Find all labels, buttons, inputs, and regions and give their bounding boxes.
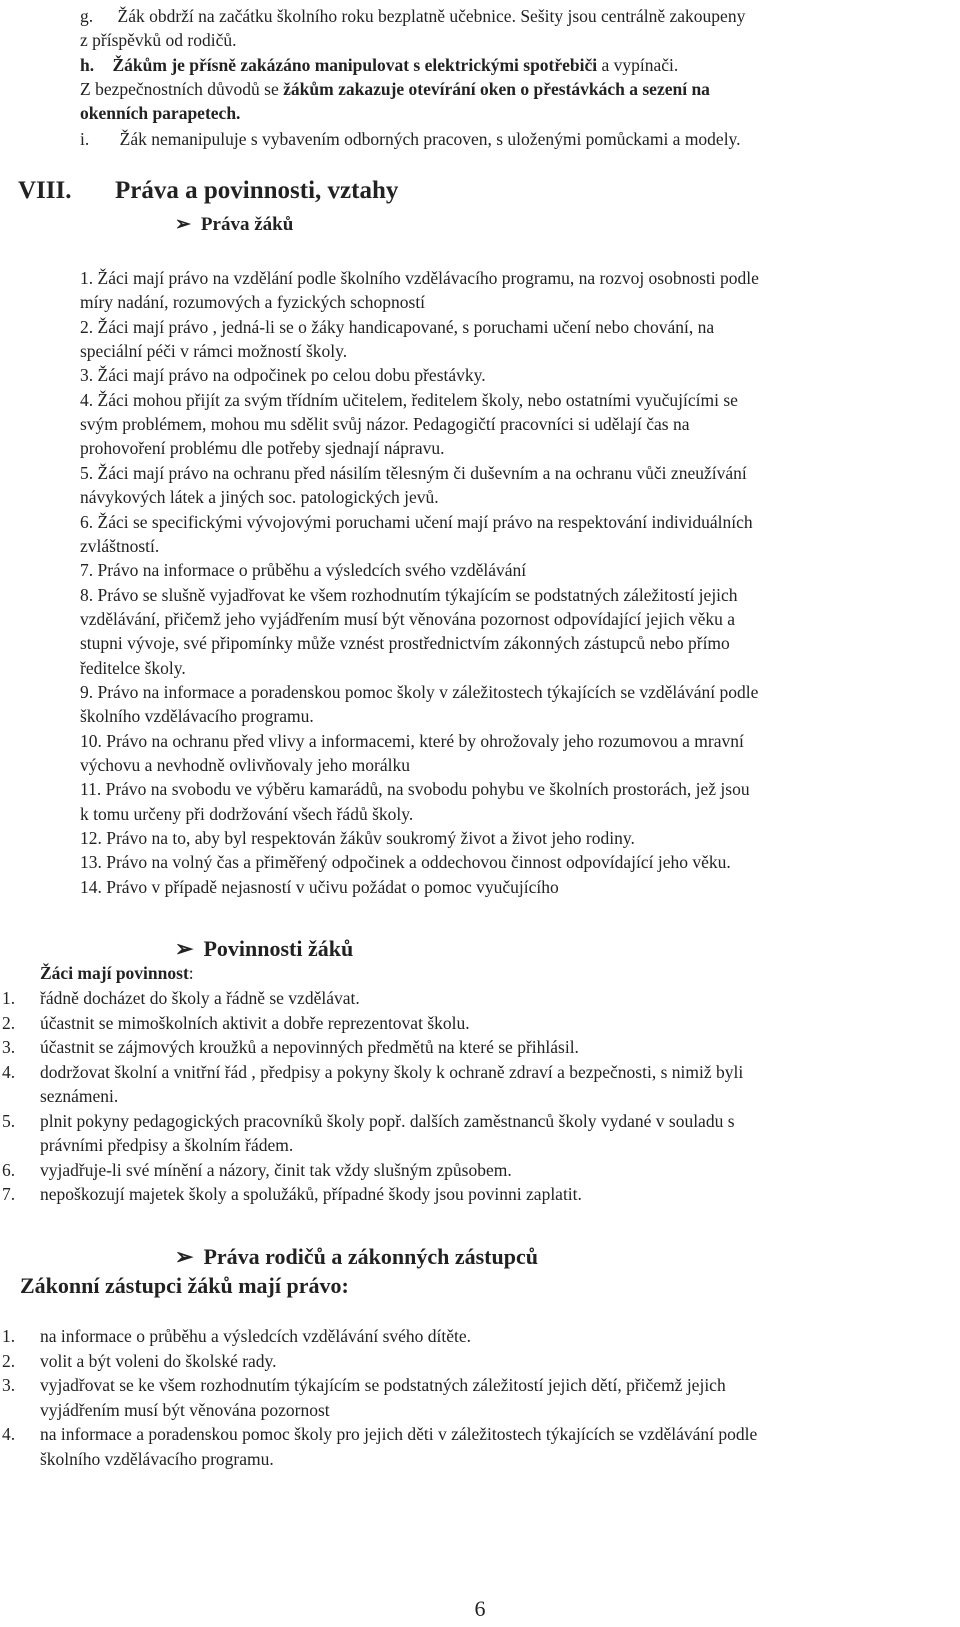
- duties-intro-rest: :: [188, 963, 194, 983]
- duty-item-number: 5.: [2, 1110, 16, 1131]
- rights-line: návykových látek a jiných soc. patologických jevů.: [80, 487, 439, 508]
- duty-item-number: 4.: [2, 1061, 16, 1082]
- rights-line: 7. Právo na informace o průběhu a výsledcích svého vzdělávání: [80, 560, 527, 581]
- rights-heading: [175, 212, 293, 238]
- rights-line: svým problémem, mohou mu sdělit svůj názor. Pedagogičtí pracovníci si udělají čas na: [80, 414, 690, 435]
- parent-right-item-text: školního vzdělávacího programu.: [40, 1448, 274, 1469]
- item-marker: i.: [80, 129, 90, 149]
- arrow-bullet-icon: ➢: [175, 936, 194, 961]
- item-text: Žák obdrží na začátku školního roku bezplatně učebnice. Sešity jsou centrálně zakoupeny: [117, 6, 746, 26]
- rights-line: míry nadání, rozumových a fyzických schopností: [80, 292, 426, 313]
- parent-right-item-text: na informace o průběhu a výsledcích vzdělávání svého dítěte.: [40, 1326, 472, 1346]
- rights-line: 1. Žáci mají právo na vzdělání podle školního vzdělávacího programu, na rozvoj osobnosti podle: [80, 268, 759, 288]
- item-text-bold: žákům zakazuje otevírání oken o přestávkách a sezení na: [283, 79, 710, 99]
- parent-right-item-number: 1.: [2, 1326, 16, 1346]
- parent-right-item-number: 2.: [2, 1350, 16, 1371]
- arrow-bullet-icon: ➢: [175, 1244, 194, 1269]
- duties-heading-text: Povinnosti žáků: [203, 936, 354, 961]
- arrow-bullet-icon: ➢: [175, 214, 191, 235]
- rights-line: 13. Právo na volný čas a přiměřený odpočinek a oddechovou činnost odpovídající jeho věku.: [80, 852, 731, 873]
- duty-item-text: seznámeni.: [40, 1086, 119, 1106]
- line-g: [80, 4, 745, 28]
- item-text: Z bezpečnostních důvodů se: [80, 79, 284, 99]
- parent-right-item-text: vyjádřením musí být věnována pozornost: [40, 1399, 330, 1420]
- duties-intro-bold: Žáci mají povinnost: [40, 963, 189, 983]
- page-number: 6: [474, 1596, 486, 1621]
- duty-item-text: účastnit se mimoškolních aktivit a dobře reprezentovat školu.: [40, 1012, 470, 1033]
- parent-right-item-number: 3.: [2, 1375, 16, 1395]
- section-title: Práva a povinnosti, vztahy: [115, 177, 399, 204]
- parents-heading-text: Práva rodičů a zákonných zástupců: [203, 1244, 538, 1269]
- rights-line: 9. Právo na informace a poradenskou pomoc školy v záležitostech týkajících se vzdělávání podle: [80, 681, 759, 702]
- rights-line: k tomu určeny při dodržování všech řádů školy.: [80, 803, 414, 824]
- rights-line: 11. Právo na svobodu ve výběru kamarádů, na svobodu pohybu ve školních prostorách, jež jsou: [80, 779, 750, 800]
- rights-line: 4. Žáci mohou přijít za svým třídním učitelem, ředitelem školy, nebo ostatními vyučujícími se: [80, 389, 738, 410]
- rights-line: 2. Žáci mají právo , jedná-li se o žáky handicapované, s poruchami učení nebo chování, na: [80, 316, 715, 337]
- rights-line: prohovoření problému dle potřeby sjednají nápravu.: [80, 438, 445, 459]
- rights-line: zvláštností.: [80, 535, 160, 556]
- parent-right-item-text: vyjadřovat se ke všem rozhodnutím týkajícím se podstatných záležitostí jejich dětí, přičemž jejich: [40, 1375, 726, 1395]
- duty-item-text: právními předpisy a školním řádem.: [40, 1135, 294, 1155]
- parent-right-item-text: na informace a poradenskou pomoc školy pro jejich děti v záležitostech týkajících se vzdělávání podle: [40, 1424, 758, 1444]
- rights-line: školního vzdělávacího programu.: [80, 706, 314, 727]
- rights-line: 6. Žáci se specifickými vývojovými poruchami učení mají právo na respektování individuálních: [80, 511, 753, 532]
- duty-item-text: nepoškozují majetek školy a spolužáků, případné škody jsou povinni zaplatit.: [40, 1184, 582, 1204]
- line-safety-cont: okenních parapetech.: [80, 103, 241, 123]
- item-text: Žák nemanipuluje s vybavením odborných pracoven, s uloženými pomůckami a modely.: [119, 129, 741, 149]
- parent-right-item-text: volit a být voleni do školské rady.: [40, 1350, 277, 1371]
- line-i: [80, 127, 741, 151]
- duty-item-text: účastnit se zájmových kroužků a nepovinných předmětů na které se přihlásil.: [40, 1037, 579, 1057]
- duty-item-number: 3.: [2, 1037, 16, 1057]
- section-number: VIII.: [18, 177, 72, 204]
- rights-line: speciální péči v rámci možností školy.: [80, 341, 348, 362]
- line-safety: [80, 77, 710, 101]
- rights-heading-text: Práva žáků: [200, 214, 294, 235]
- item-marker: g.: [80, 6, 94, 26]
- line-h: [80, 53, 678, 77]
- duties-intro: [40, 961, 194, 985]
- rights-line: vzdělávání, přičemž jeho vyjádřením musí být věnována pozornost odpovídající jejich věku a: [80, 608, 736, 629]
- item-marker: h.: [80, 55, 95, 75]
- duty-item-number: 1.: [2, 988, 16, 1008]
- duty-item-text: dodržovat školní a vnitřní řád , předpisy a pokyny školy k ochraně zdraví a bezpečnosti, s nimiž byli: [40, 1061, 744, 1082]
- parents-intro: Zákonní zástupci žáků mají právo:: [20, 1273, 349, 1298]
- rights-line: 5. Žáci mají právo na ochranu před násilím tělesným či duševním a na ochranu vůči zneužívání: [80, 462, 747, 483]
- duties-heading: [175, 935, 353, 963]
- duty-item-number: 2.: [2, 1012, 16, 1033]
- rights-line: 8. Právo se slušně vyjadřovat ke všem rozhodnutím týkajícím se podstatných záležitostí jejich: [80, 584, 738, 605]
- duty-item-number: 6.: [2, 1159, 16, 1180]
- rights-line: výchovu a nevhodně ovlivňovaly jeho morálku: [80, 755, 410, 775]
- rights-line: 3. Žáci mají právo na odpočinek po celou dobu přestávky.: [80, 365, 486, 386]
- rights-line: ředitelce školy.: [80, 657, 186, 678]
- duty-item-text: řádně docházet do školy a řádně se vzdělávat.: [40, 988, 360, 1008]
- rights-line: 14. Právo v případě nejasností v učivu požádat o pomoc vyučujícího: [80, 876, 559, 897]
- duty-item-text: plnit pokyny pedagogických pracovníků školy popř. dalších zaměstnanců školy vydané v souladu s: [40, 1110, 735, 1131]
- duty-item-text: vyjadřuje-li své mínění a názory, činit tak vždy slušným způsobem.: [40, 1159, 512, 1180]
- parents-heading: [175, 1243, 538, 1271]
- rights-line: 12. Právo na to, aby byl respektován žákův soukromý život a život jeho rodiny.: [80, 828, 635, 849]
- item-text-rest: a vypínači.: [597, 55, 679, 75]
- rights-line: 10. Právo na ochranu před vlivy a informacemi, které by ohrožovaly jeho rozumovou a mravní: [80, 730, 744, 751]
- item-text-bold: Žákům je přísně zakázáno manipulovat s elektrickými spotřebiči: [112, 55, 598, 75]
- rights-line: stupni vývoje, své připomínky může vznést prostřednictvím zákonných zástupců nebo přímo: [80, 633, 730, 654]
- parent-right-item-number: 4.: [2, 1424, 16, 1444]
- line-g-cont: z příspěvků od rodičů.: [80, 30, 237, 50]
- duty-item-number: 7.: [2, 1184, 16, 1204]
